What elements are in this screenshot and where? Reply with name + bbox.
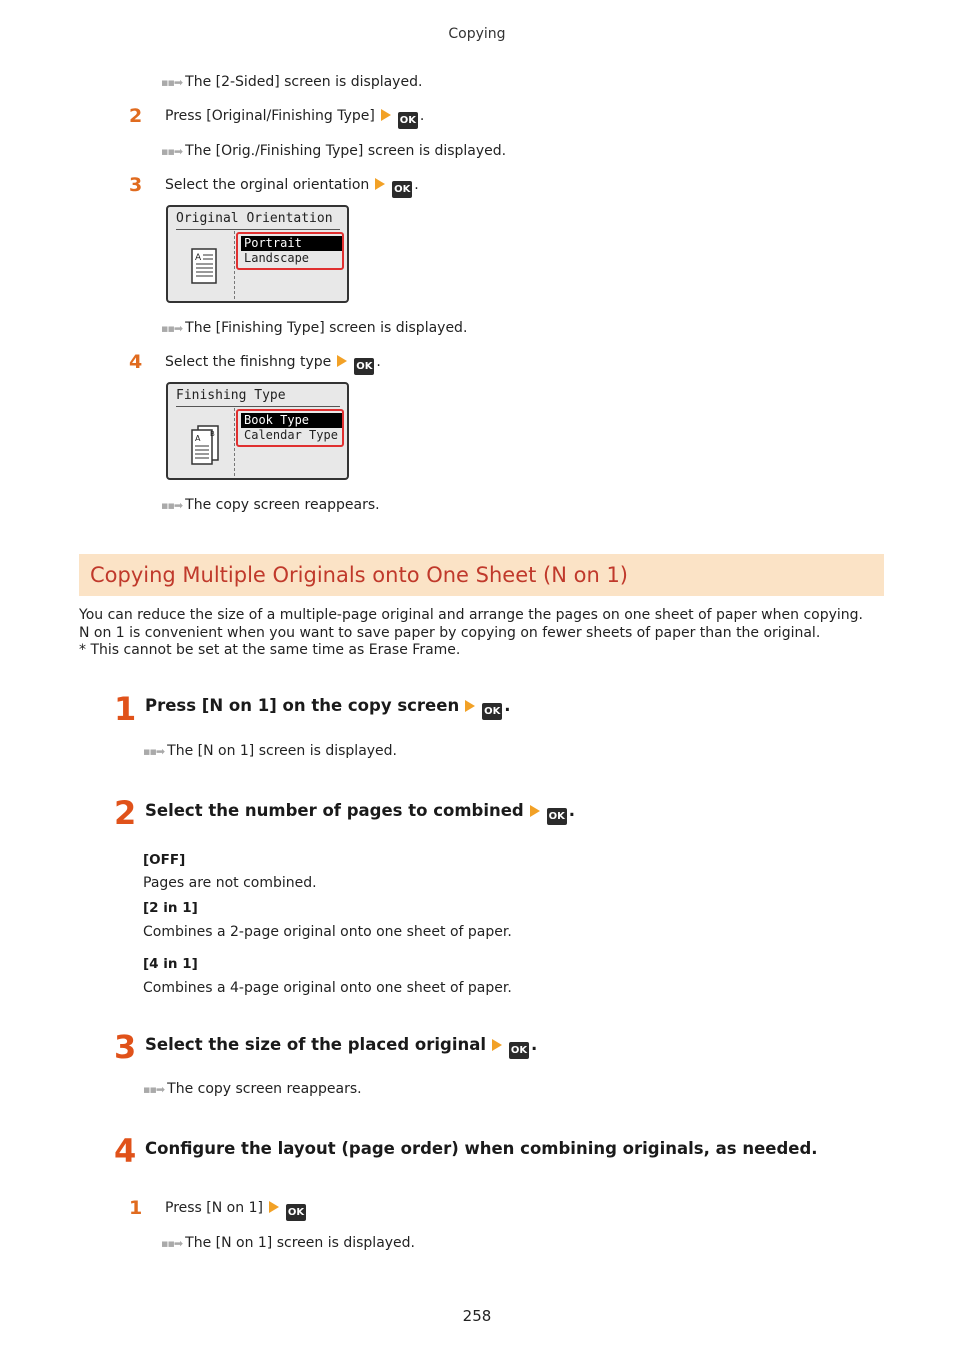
result-line: ▪▪➡ The [Orig./Finishing Type] screen is displayed. [161, 143, 507, 159]
option-description: Pages are not combined. [143, 875, 317, 891]
book-document-icon [190, 424, 222, 466]
big-step-number: 4 [114, 1132, 137, 1170]
lcd-divider [234, 231, 235, 299]
step-heading: Select the size of the placed original OK . [145, 1035, 537, 1059]
result-arrow-icon: ▪▪➡ [161, 76, 183, 89]
lcd-option-selected: Book Type [241, 413, 342, 428]
triangle-arrow-icon [381, 109, 391, 121]
ok-key-icon: OK [354, 358, 374, 375]
lcd-divider [176, 406, 340, 407]
triangle-arrow-icon [492, 1039, 502, 1051]
option-description: Combines a 4-page original onto one sheet of paper. [143, 980, 512, 996]
lcd-option: Calendar Type [244, 428, 338, 442]
intro-note: * This cannot be set at the same time as Erase Frame. [79, 642, 461, 658]
ok-key-icon: OK [482, 703, 502, 720]
result-line: ▪▪➡ The [N on 1] screen is displayed. [143, 743, 398, 759]
running-header: Copying [448, 26, 506, 42]
option-name: [4 in 1] [143, 956, 198, 972]
result-line: ▪▪➡ The copy screen reappears. [143, 1081, 362, 1097]
lcd-selection-frame [236, 409, 344, 447]
step-text: Select the finishng type OK . [165, 354, 381, 375]
step-number: 4 [129, 351, 143, 373]
step-number: 3 [129, 174, 143, 196]
ok-key-icon: OK [509, 1042, 529, 1059]
ok-key-icon: OK [547, 808, 567, 825]
result-line: ▪▪➡ The [N on 1] screen is displayed. [161, 1235, 416, 1251]
triangle-arrow-icon [465, 700, 475, 712]
triangle-arrow-icon [375, 178, 385, 190]
lcd-selection-frame [236, 232, 344, 270]
lcd-option-selected: Portrait [241, 236, 342, 251]
result-line: ▪▪➡ The [2-Sided] screen is displayed. [161, 74, 423, 90]
lcd-title: Finishing Type [176, 388, 286, 403]
result-arrow-icon: ▪▪➡ [161, 499, 183, 512]
triangle-arrow-icon [530, 805, 540, 817]
step-number: 1 [129, 1197, 143, 1219]
triangle-arrow-icon [269, 1201, 279, 1213]
ok-key-icon: OK [392, 181, 412, 198]
result-line: ▪▪➡ The [Finishing Type] screen is displayed. [161, 320, 468, 336]
document-icon [190, 247, 220, 287]
result-arrow-icon: ▪▪➡ [161, 145, 183, 158]
big-step-number: 1 [114, 690, 137, 728]
result-arrow-icon: ▪▪➡ [161, 322, 183, 335]
big-step-number: 3 [114, 1028, 137, 1066]
step-number: 2 [129, 105, 143, 127]
result-arrow-icon: ▪▪➡ [143, 745, 165, 758]
lcd-divider [176, 229, 340, 230]
ok-key-icon: OK [398, 112, 418, 129]
step-heading: Configure the layout (page order) when combining originals, as needed. [145, 1139, 818, 1158]
section-title: Copying Multiple Originals onto One Sheet (N on 1) [90, 563, 629, 587]
step-heading: Select the number of pages to combined OK . [145, 801, 575, 825]
result-arrow-icon: ▪▪➡ [161, 1237, 183, 1250]
triangle-arrow-icon [337, 355, 347, 367]
section-heading-bar [79, 554, 884, 596]
lcd-title: Original Orientation [176, 211, 333, 226]
svg-text:A: A [195, 253, 202, 263]
option-name: [OFF] [143, 852, 186, 868]
intro-paragraph: N on 1 is convenient when you want to save paper by copying on fewer sheets of paper than the original. [79, 625, 821, 641]
ok-key-icon: OK [286, 1204, 306, 1221]
lcd-screen-original-orientation [166, 205, 349, 303]
lcd-divider [234, 408, 235, 476]
intro-paragraph: You can reduce the size of a multiple-page original and arrange the pages on one sheet of paper when copying. [79, 607, 863, 623]
big-step-number: 2 [114, 794, 137, 832]
step-heading: Press [N on 1] on the copy screen OK . [145, 696, 510, 720]
option-name: [2 in 1] [143, 900, 198, 916]
step-text: Press [Original/Finishing Type] OK . [165, 108, 424, 129]
lcd-screen-finishing-type [166, 382, 349, 480]
result-arrow-icon: ▪▪➡ [143, 1083, 165, 1096]
svg-text:A: A [195, 434, 201, 443]
result-line: ▪▪➡ The copy screen reappears. [161, 497, 380, 513]
step-text: Select the orginal orientation OK . [165, 177, 419, 198]
page-number: 258 [462, 1307, 492, 1325]
lcd-option: Landscape [244, 251, 310, 265]
svg-text:B: B [210, 430, 215, 438]
option-description: Combines a 2-page original onto one sheet of paper. [143, 924, 512, 940]
step-text: Press [N on 1] OK [165, 1200, 308, 1221]
